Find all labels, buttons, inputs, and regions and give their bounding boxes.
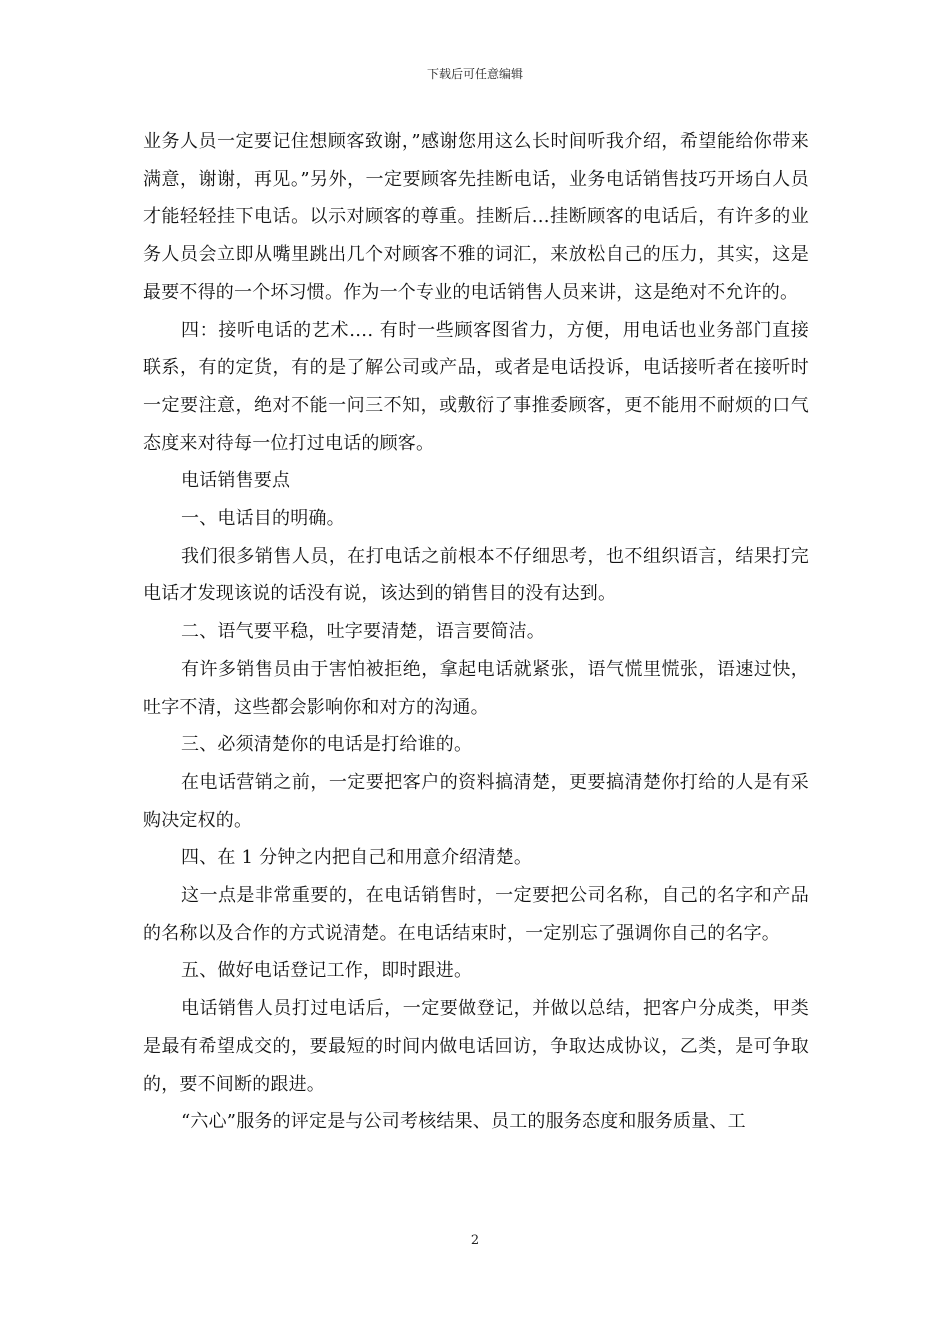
document-body xyxy=(143,123,809,1141)
point-heading: 三、必须清楚你的电话是打给谁的。 xyxy=(181,734,473,756)
paragraph: 我们很多销售人员，在打电话之前根本不仔细思考，也不组织语言，结果打完电话才发现该说的话没有说，该达到的销售目的没有达到。 xyxy=(143,545,809,605)
paragraph: 四：接听电话的艺术…. 有时一些顾客图省力，方便，用电话也业务部门直接联系，有的定货，有的是了解公司或产品，或者是电话投诉，电话接听者在接听时一定要注意，绝对不能一问三不知，或敷衍了事推委顾客，更不能用不耐烦的口气态度来对待每一位打过电话的顾客。 xyxy=(143,319,809,454)
page-number: 2 xyxy=(470,1233,480,1248)
point-heading: 一、电话目的明确。 xyxy=(181,508,345,530)
section-heading: 电话销售要点 xyxy=(181,470,291,492)
page-header: 下载后可任意编辑 xyxy=(426,67,523,81)
paragraph: 在电话营销之前，一定要把客户的资料搞清楚，更要搞清楚你打给的人是有采购决定权的。 xyxy=(143,771,809,831)
paragraph: “六心”服务的评定是与公司考核结果、员工的服务态度和服务质量、工 xyxy=(181,1111,746,1133)
point-heading: 五、做好电话登记工作，即时跟进。 xyxy=(181,960,473,982)
point-heading: 二、语气要平稳，吐字要清楚，语言要简洁。 xyxy=(181,621,545,643)
paragraph: 有许多销售员由于害怕被拒绝，拿起电话就紧张，语气慌里慌张，语速过快，吐字不清，这些都会影响你和对方的沟通。 xyxy=(143,658,809,718)
paragraph: 业务人员一定要记住想顾客致谢，”感谢您用这么长时间听我介绍，希望能给你带来满意，谢谢，再见。”另外，一定要顾客先挂断电话，业务电话销售技巧开场白人员才能轻轻挂下电话。以示对顾客的尊重。挂断后…挂断顾客的电话后，有许多的业务人员会立即从嘴里跳出几个对顾客不雅的词汇，来放松自己的压力，其实，这是最要不得的一个坏习惯。作为一个专业的电话销售人员来讲，这是绝对不允许的。 xyxy=(143,131,809,303)
point-heading: 四、在 1 分钟之内把自己和用意介绍清楚。 xyxy=(181,847,533,869)
paragraph: 这一点是非常重要的，在电话销售时，一定要把公司名称，自己的名字和产品的名称以及合作的方式说清楚。在电话结束时，一定别忘了强调你自己的名字。 xyxy=(143,885,809,944)
paragraph: 电话销售人员打过电话后，一定要做登记，并做以总结，把客户分成类，甲类是最有希望成交的，要最短的时间内做电话回访，争取达成协议，乙类，是可争取的，要不间断的跟进。 xyxy=(143,998,809,1095)
